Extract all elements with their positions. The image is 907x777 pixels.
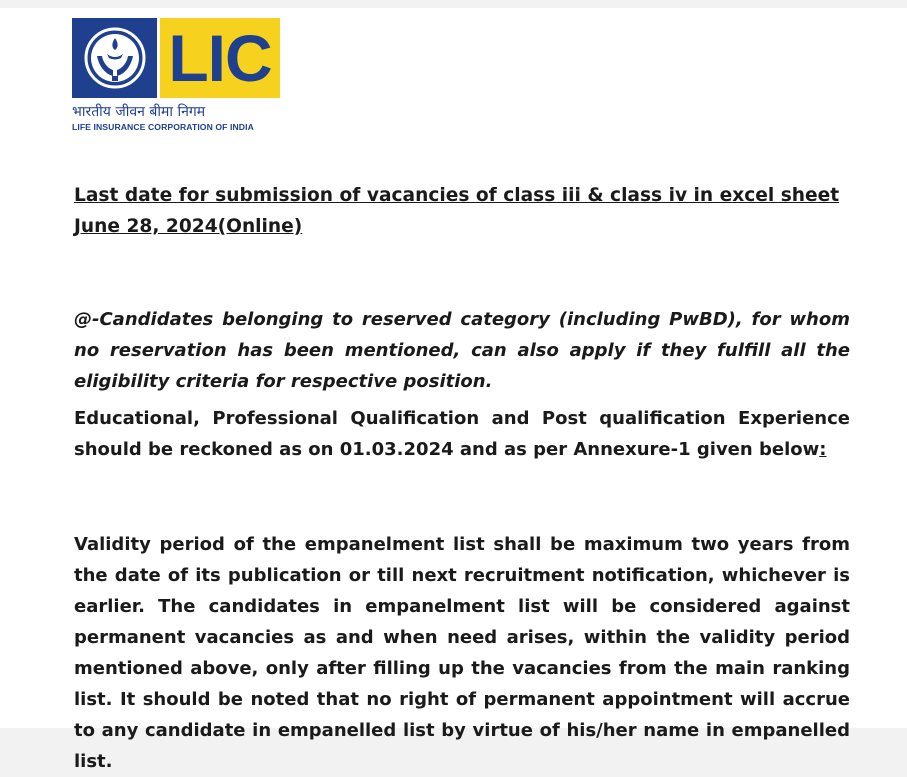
qualification-colon: :	[819, 439, 827, 460]
lamp-hands-emblem-icon	[72, 18, 157, 98]
logo-english-name: LIFE INSURANCE CORPORATION OF INDIA	[72, 122, 254, 132]
document-page	[0, 8, 907, 772]
reserved-category-paragraph: @-Candidates belonging to reserved category (including PwBD), for whom no reservation has been mentioned, can also apply if they fulfill all the eligibility criteria for respective position.	[74, 309, 850, 392]
logo-wordmark: LIC	[160, 18, 280, 98]
validity-paragraph: Validity period of the empanelment list shall be maximum two years from the date of its publication or till next recruitment notification, whichever is earlier. The candidates in empanelment list will be considered against permanent vacancies as and when need arises, within the validity period mentioned above, only after filling up the vacancies from the main ranking list. It should be noted that no right of permanent appointment will accrue to any candidate in empanelled list by virtue of his/her name in empanelled list.	[74, 534, 850, 772]
notice-heading: Last date for submission of vacancies of class iii & class iv in excel sheet June 28, 2024(Online)	[74, 185, 840, 237]
qualification-text: Educational, Professional Qualification and Post qualification Experience should be reckoned as on 01.03.2024 and as per Annexure-1 given below	[74, 408, 850, 460]
qualification-paragraph	[74, 403, 850, 465]
document-body	[74, 180, 850, 777]
logo-hindi-name: भारतीय जीवन बीमा निगम	[72, 104, 206, 120]
lic-logo	[72, 18, 284, 136]
